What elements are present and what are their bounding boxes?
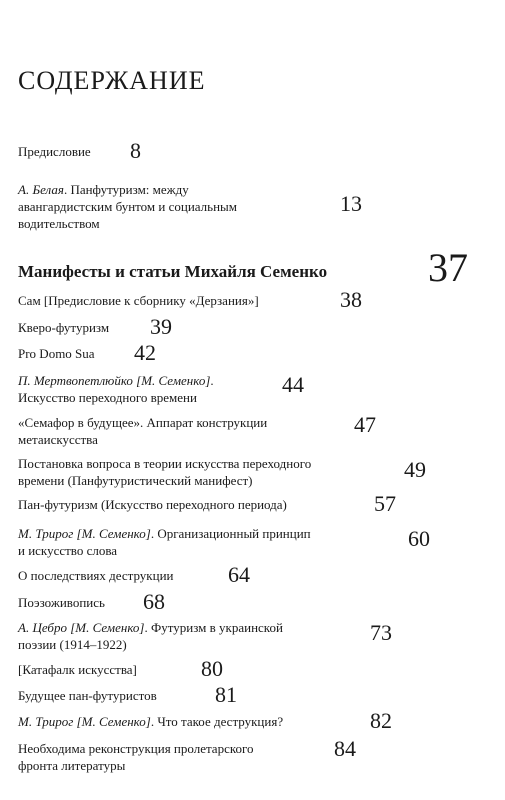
toc-page-number: 68 [143,589,165,614]
toc-entry-belaya [18,181,362,232]
toc-page-number: 39 [150,314,172,339]
toc-page-number: 44 [282,372,304,397]
toc-page-number: 64 [228,562,250,587]
toc-entry: М. Трирог [М. Семенко]. Что такое деструкция? 82 [18,708,392,733]
toc-entry: А. Цебро [М. Семенко]. Футуризм в украинской поэзии (1914–1922) 73 [18,620,392,652]
toc-entry: Необходима реконструкция пролетарского фронта литературы 84 [18,736,356,773]
toc-page-number: 38 [340,287,362,312]
toc-entry-title-line: авангардистским бунтом и социальным [18,199,238,214]
toc-entry: «Семафор в будущее». Аппарат конструкции метаискусства 47 [18,412,376,447]
toc-entry: Кверо-футуризм 39 [18,314,172,339]
toc-entry: Pro Domo Sua 42 [18,340,156,365]
toc-page-number: 82 [370,708,392,733]
toc-entry: Пан-футуризм (Искусство переходного периода) 57 [18,491,396,516]
toc-entry-author: А. Белая [18,182,64,197]
toc-entry-author: П. Мертвопетлюйко [М. Семенко] [18,373,211,388]
toc-page-number: 42 [134,340,156,365]
toc-entry: Поэзоживопись 68 [18,589,165,614]
toc-entry: [Катафалк искусства] 80 [18,656,223,681]
toc-page-number: 57 [374,491,396,516]
toc-entry: Сам [Предисловие к сборнику «Дерзания»] 38 [18,287,362,312]
toc-entry-preface [18,138,141,163]
toc-page-number: 13 [340,191,362,216]
toc-entry: О последствиях деструкции 64 [18,562,250,587]
toc-page-number: 81 [215,682,237,707]
toc-entry: Постановка вопроса в теории искусства переходного времени (Панфутуристический манифест) 49 [18,456,426,488]
toc-entry: Будущее пан-футуристов 81 [18,682,237,707]
toc-entry-title: Предисловие [18,144,91,159]
toc-page-number: 73 [370,620,392,645]
section-heading: Манифесты и статьи Михайля Семенко [18,262,328,281]
toc-page-number: 47 [354,412,376,437]
toc-entry-title-line: . Панфутуризм: между [63,182,189,197]
toc-page-number: 49 [404,457,426,482]
toc-page-number: 8 [130,138,141,163]
toc-entry: М. Трирог [М. Семенко]. Организационный принцип и искусство слова 60 [18,526,430,558]
toc-entry-title-line: водительством [18,216,100,231]
section-page-number: 37 [428,245,468,290]
toc-entry-author: М. Трирог [М. Семенко] [18,714,151,729]
toc-entry: П. Мертвопетлюйко [М. Семенко]. Искусство переходного времени 44 [18,372,304,405]
toc-entry-author: М. Трирог [М. Семенко] [18,526,151,541]
page-title: СОДЕРЖАНИЕ [18,66,206,95]
toc-page-number: 80 [201,656,223,681]
toc-entry-author: А. Цебро [М. Семенко] [18,620,145,635]
toc-page-number: 60 [408,526,430,551]
toc-page-number: 84 [334,736,356,761]
